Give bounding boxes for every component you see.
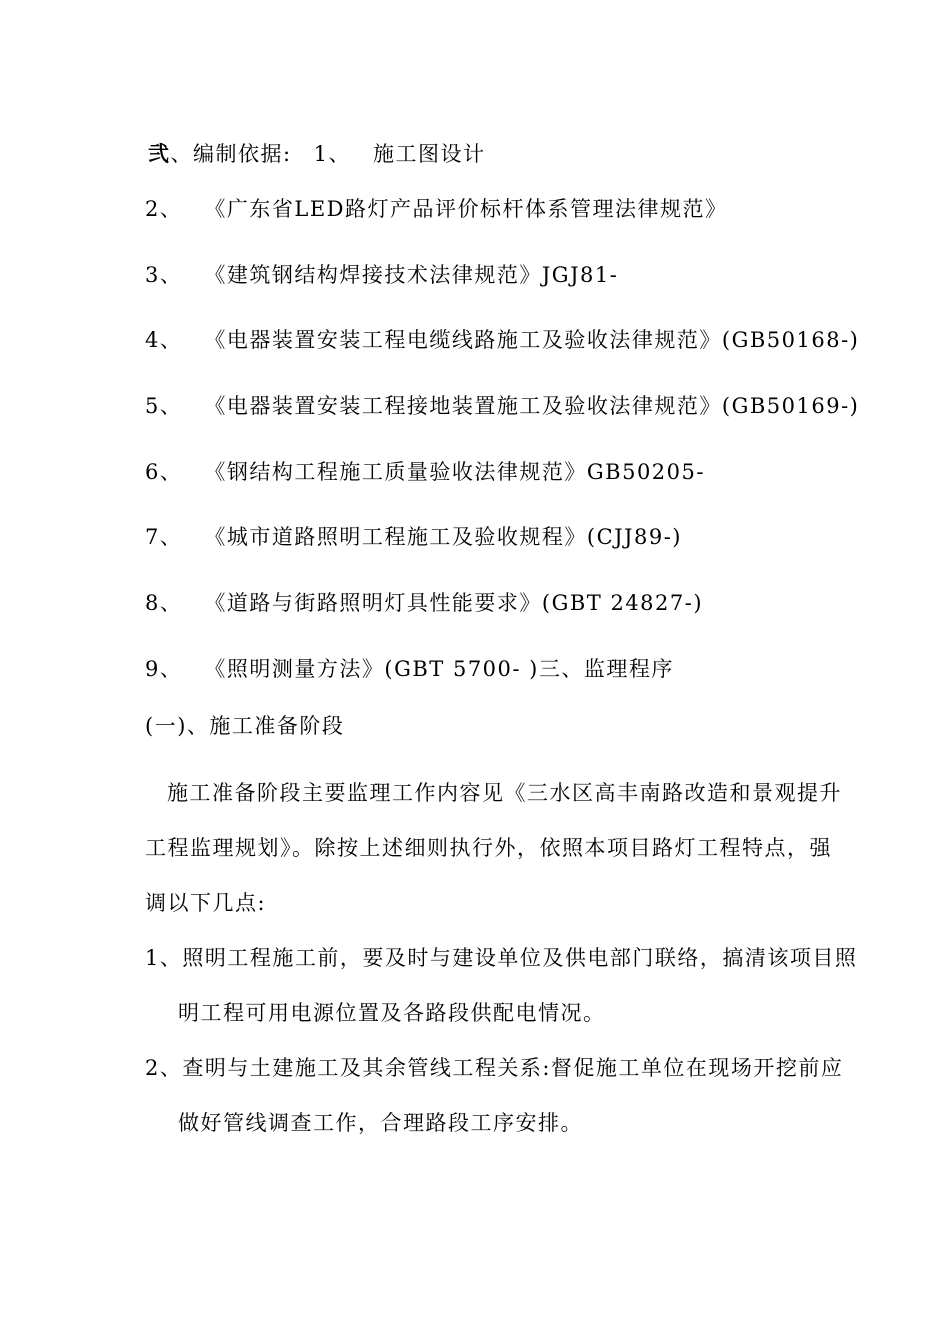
item-number: 8、 [145,591,183,615]
paragraph-line: 工程监理规划》。除按上述细则执行外，依照本项目路灯工程特点，强 [145,836,832,860]
item-text: 《电器装置安装工程电缆线路施工及验收法律规范》(GB50168-) [204,328,860,352]
item-number: 3、 [145,263,183,287]
item-number: 2、 [145,197,183,221]
point-line-continued: 明工程可用电源位置及各路段供配电情况。 [178,1001,606,1025]
item-number: 5、 [145,394,183,418]
paragraph-line: 调以下几点: [145,891,267,915]
basis-item [145,326,859,354]
item-number: 9、 [145,657,183,681]
item-text: 《城市道路照明工程施工及验收规程》(CJJ89-) [204,525,682,549]
point-line: 2、查明与土建施工及其余管线工程关系:督促施工单位在现场开挖前应 [145,1056,844,1080]
heading-item-text: 施工图设计 [372,142,486,166]
heading-text: 、编制依据: [170,142,292,166]
basis-item [145,655,674,683]
section-heading [148,140,485,168]
item-number: 4、 [145,328,183,352]
item-text: 《电器装置安装工程接地装置施工及验收法律规范》(GB50169-) [204,394,860,418]
item-number: 6、 [145,460,183,484]
item-text: 《广东省LED路灯产品评价标杆体系管理法律规范》 [204,197,728,221]
heading-prefix: 弐 [148,141,171,166]
basis-item [145,261,618,289]
basis-item [145,195,728,223]
point-line-continued: 做好管线调查工作，合理路段工序安排。 [178,1111,583,1135]
basis-item [145,589,703,617]
basis-item [145,523,682,551]
paragraph-line: 施工准备阶段主要监理工作内容见《三水区高丰南路改造和景观提升 [167,781,842,805]
heading-item-num: 1、 [313,142,351,166]
item-number: 7、 [145,525,183,549]
item-text: 《照明测量方法》(GBT 5700- )三、监理程序 [204,657,674,681]
point-line: 1、照明工程施工前，要及时与建设单位及供电部门联络，搞清该项目照 [145,946,858,970]
basis-item [145,458,705,486]
item-text: 《钢结构工程施工质量验收法律规范》GB50205- [204,460,705,484]
subsection-title: (一)、施工准备阶段 [145,714,345,738]
basis-item [145,392,859,420]
item-text: 《道路与街路照明灯具性能要求》(GBT 24827-) [204,591,704,615]
item-text: 《建筑钢结构焊接技术法律规范》JGJ81- [204,263,619,287]
